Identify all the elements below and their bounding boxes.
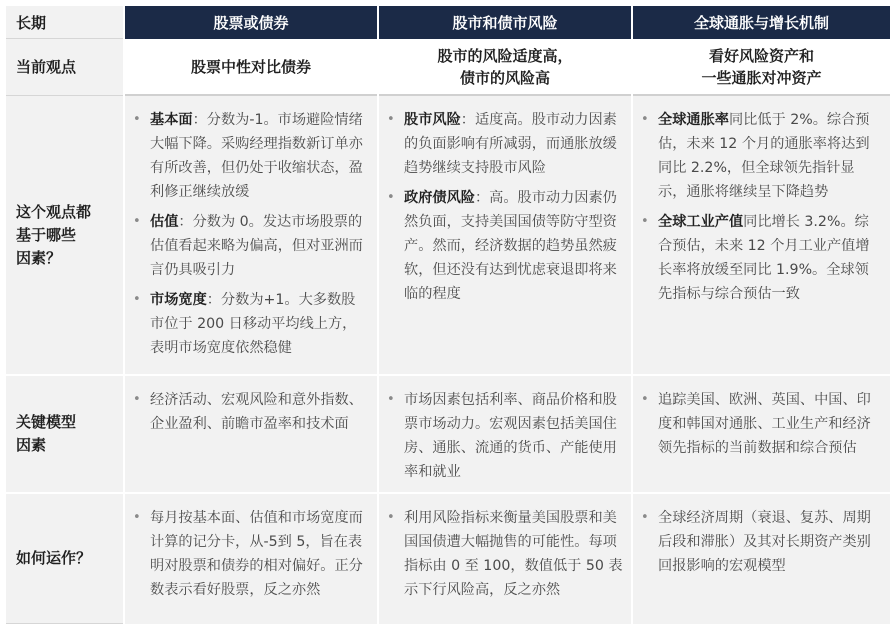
bullet-dot-icon: • bbox=[133, 214, 141, 229]
bullet-item bbox=[641, 108, 882, 204]
bullet-term: 市场宽度 bbox=[150, 292, 207, 308]
row-label-key-model-line1: 关键模型 bbox=[16, 413, 77, 431]
header-market-risk: 股市和债市风险 bbox=[379, 6, 631, 39]
bullet-text: ：高。股市动力因素仍然负面，支持美国国债等防守型资产。然而，经济数据的趋势虽然疲软，但还没有达到忧虑衰退即将来临的程度 bbox=[404, 190, 617, 302]
bullet-item bbox=[641, 506, 882, 578]
bullet-text: 市场因素包括利率、商品价格和股票市场动力。宏观因素包括美国住房、通胀、流通的货币、产能使用率和就业 bbox=[404, 392, 617, 480]
bullet-dot-icon: • bbox=[133, 112, 141, 127]
bullet-text: 同比低于 2%。综合预估，未来 12 个月的通胀率将达到同比 2.2%，但全球领先指针显示，通胀将继续呈下降趋势 bbox=[658, 112, 870, 200]
row-label-key-model-line2: 因素 bbox=[16, 436, 47, 454]
view-inflation-growth-line1: 看好风险资产和 bbox=[708, 46, 814, 65]
bullet-term: 估值 bbox=[150, 214, 179, 230]
bullet-text: ：分数为+1。大多数股市位于 200 日移动平均线上方，表明市场宽度依然稳健 bbox=[150, 292, 357, 356]
model-stocks-bonds bbox=[125, 376, 377, 494]
bullet-term: 全球工业产值 bbox=[658, 214, 744, 230]
bullet-text: ：适度高。股市动力因素的负面影响有所减弱，而通胀放缓趋势继续支持股市风险 bbox=[404, 112, 617, 176]
model-inflation-growth bbox=[633, 376, 890, 494]
bullet-text: 追踪美国、欧洲、英国、中国、印度和韩国对通胀、工业生产和经济领先指标的当前数据和综合预估 bbox=[658, 392, 871, 456]
row-label-current-view: 当前观点 bbox=[6, 39, 123, 96]
view-inflation-growth-line2: 一些通胀对冲资产 bbox=[701, 68, 822, 87]
how-market-risk bbox=[379, 494, 631, 624]
bullet-term: 股市风险 bbox=[404, 112, 461, 128]
bullet-dot-icon: • bbox=[387, 510, 395, 525]
view-market-risk-line1: 股市的风险适度高， bbox=[437, 46, 573, 65]
bullet-dot-icon: • bbox=[387, 112, 395, 127]
header-term: 长期 bbox=[6, 6, 123, 39]
how-stocks-bonds bbox=[125, 494, 377, 624]
bullet-text: 经济活动、宏观风险和意外指数、企业盈利、前瞻市盈率和技术面 bbox=[150, 392, 363, 432]
outlook-table bbox=[6, 6, 884, 624]
bullet-text: 全球经济周期（衰退、复苏、周期后段和滞胀）及其对长期资产类别回报影响的宏观模型 bbox=[658, 510, 871, 574]
view-market-risk-line2: 债市的风险高 bbox=[459, 68, 550, 87]
bullet-dot-icon: • bbox=[387, 392, 395, 407]
bullet-item bbox=[133, 506, 369, 602]
bullet-term: 全球通胀率 bbox=[658, 112, 729, 128]
row-label-factors bbox=[6, 96, 123, 376]
how-inflation-growth bbox=[633, 494, 890, 624]
row-label-factors-line1: 这个观点都 bbox=[16, 202, 92, 221]
row-label-factors-line3: 因素？ bbox=[16, 248, 62, 267]
view-inflation-growth bbox=[633, 39, 890, 96]
header-stocks-bonds: 股票或债券 bbox=[125, 6, 377, 39]
bullet-item bbox=[641, 210, 882, 306]
bullet-term: 政府债风险 bbox=[404, 190, 475, 206]
factors-inflation-growth bbox=[633, 96, 890, 376]
row-label-factors-line2: 基于哪些 bbox=[16, 225, 77, 244]
bullet-item bbox=[387, 506, 623, 602]
bullet-item bbox=[133, 388, 369, 436]
bullet-term: 基本面 bbox=[150, 112, 193, 128]
bullet-text: 同比增长 3.2%。综合预估，未来 12 个月工业产值增长率将放缓至同比 1.9%。全球领先指标与综合预估一致 bbox=[658, 214, 870, 302]
bullet-text: 每月按基本面、估值和市场宽度而计算的记分卡，从-5到 5，旨在表明对股票和债券的相对偏好。正分数表示看好股票，反之亦然 bbox=[150, 510, 363, 598]
row-label-key-model bbox=[6, 376, 123, 494]
bullet-text: ：分数为-1。市场避险情绪大幅下降。采购经理指数新订单亦有所改善，但仍处于收缩状态，盈利修正继续放缓 bbox=[150, 112, 363, 200]
bullet-text: ：分数为 0。发达市场股票的估值看起来略为偏高，但对亚洲而言仍具吸引力 bbox=[150, 214, 363, 278]
bullet-dot-icon: • bbox=[641, 392, 649, 407]
bullet-text: 利用风险指标来衡量美国股票和美国国债遭大幅抛售的可能性。每项指标由 0 至 100，数值低于 50 表示下行风险高，反之亦然 bbox=[404, 510, 623, 598]
bullet-item bbox=[387, 186, 623, 306]
view-market-risk bbox=[379, 39, 631, 96]
factors-stocks-bonds bbox=[125, 96, 377, 376]
model-market-risk bbox=[379, 376, 631, 494]
bullet-item bbox=[387, 108, 623, 180]
view-stocks-bonds: 股票中性对比债券 bbox=[125, 39, 377, 96]
bullet-item bbox=[387, 388, 623, 484]
factors-market-risk bbox=[379, 96, 631, 376]
bullet-dot-icon: • bbox=[641, 112, 649, 127]
bullet-dot-icon: • bbox=[641, 510, 649, 525]
bullet-dot-icon: • bbox=[133, 292, 141, 307]
bullet-item bbox=[133, 108, 369, 204]
bullet-dot-icon: • bbox=[387, 190, 395, 205]
bullet-item bbox=[133, 210, 369, 282]
bullet-item bbox=[133, 288, 369, 360]
bullet-item bbox=[641, 388, 882, 460]
row-label-how-it-works: 如何运作？ bbox=[6, 494, 123, 624]
bullet-dot-icon: • bbox=[133, 392, 141, 407]
bullet-dot-icon: • bbox=[641, 214, 649, 229]
header-inflation-growth: 全球通胀与增长机制 bbox=[633, 6, 890, 39]
bullet-dot-icon: • bbox=[133, 510, 141, 525]
